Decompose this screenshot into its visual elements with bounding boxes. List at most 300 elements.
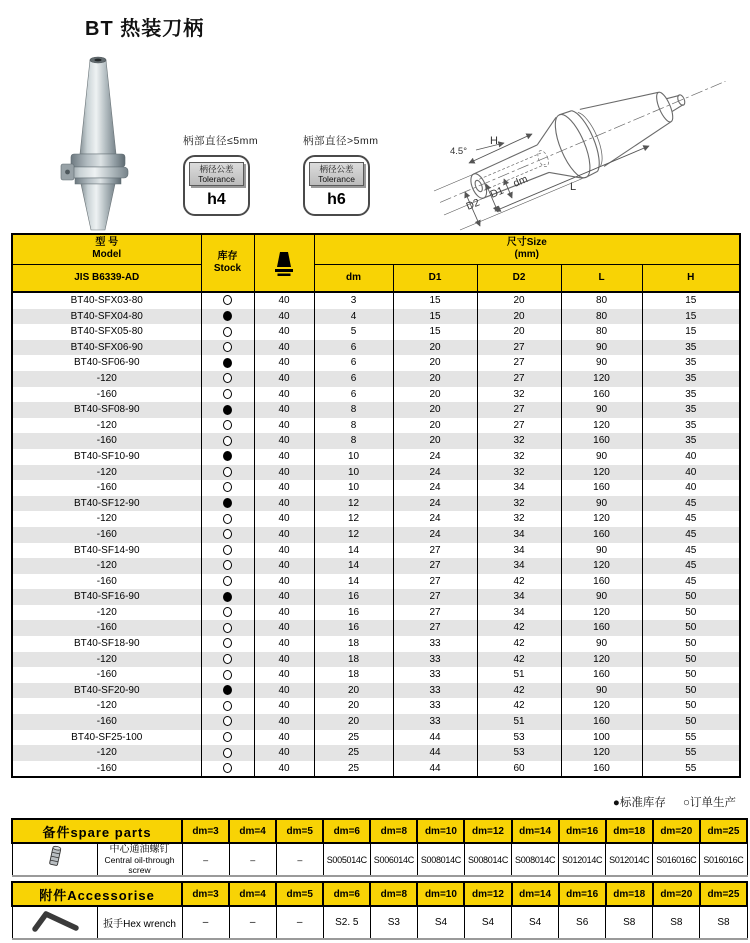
accessory-label-text: 扳手Hex wrench bbox=[103, 918, 176, 930]
accessories-header-row bbox=[12, 882, 747, 906]
value-cell: S2. 5 bbox=[323, 906, 370, 939]
stock-open-dot bbox=[223, 389, 232, 399]
taper-cell: 40 bbox=[254, 340, 314, 356]
h-cell: 55 bbox=[642, 730, 740, 746]
dm-column-header: dm=18 bbox=[606, 819, 653, 843]
d1-cell: 15 bbox=[393, 292, 477, 309]
dm-column-header: dm=12 bbox=[464, 882, 511, 906]
model-cell: -160 bbox=[12, 433, 201, 449]
dm-cell: 25 bbox=[314, 761, 393, 778]
l-cell: 160 bbox=[561, 527, 642, 543]
d2-cell: 32 bbox=[477, 387, 561, 403]
value-cell: S8 bbox=[653, 906, 700, 939]
stock-open-dot bbox=[223, 638, 232, 648]
stock-legend bbox=[0, 778, 750, 814]
taper-cell: 40 bbox=[254, 309, 314, 325]
value-cell: – bbox=[229, 906, 276, 939]
dm-cell: 10 bbox=[314, 480, 393, 496]
d1-cell: 20 bbox=[393, 402, 477, 418]
size-table-row bbox=[12, 698, 740, 714]
d1-cell: 44 bbox=[393, 730, 477, 746]
d2-cell: 42 bbox=[477, 698, 561, 714]
d2-cell: 34 bbox=[477, 558, 561, 574]
d1-cell: 33 bbox=[393, 714, 477, 730]
taper-cell: 40 bbox=[254, 698, 314, 714]
d2-cell: 42 bbox=[477, 636, 561, 652]
spare-part-label-cn: 中心通油螺钉 bbox=[109, 844, 170, 856]
value-cell: S6 bbox=[559, 906, 606, 939]
tolerance-value: h6 bbox=[327, 191, 346, 209]
toolholder-photo-graphic bbox=[42, 50, 158, 232]
h-cell: 35 bbox=[642, 433, 740, 449]
standard-header: JIS B6339-AD bbox=[12, 264, 201, 292]
oil-screw-icon bbox=[47, 845, 63, 869]
d1-cell: 33 bbox=[393, 667, 477, 683]
d1-cell: 24 bbox=[393, 480, 477, 496]
model-cell: -160 bbox=[12, 527, 201, 543]
l-cell: 120 bbox=[561, 558, 642, 574]
tolerance-badge-h6 bbox=[303, 155, 370, 216]
spare-parts-header-row bbox=[12, 819, 747, 843]
l-cell: 90 bbox=[561, 340, 642, 356]
bt-taper-icon bbox=[273, 251, 295, 277]
d1-cell: 24 bbox=[393, 449, 477, 465]
dm-cell: 12 bbox=[314, 496, 393, 512]
oil-screw-icon-cell bbox=[12, 843, 97, 876]
stock-filled-dot bbox=[223, 592, 232, 602]
dm-column-header: dm=3 bbox=[182, 819, 229, 843]
stock-filled-dot bbox=[223, 451, 232, 461]
stock-open-dot bbox=[223, 732, 232, 742]
d2-cell: 42 bbox=[477, 574, 561, 590]
d2-cell: 27 bbox=[477, 402, 561, 418]
dim-label-angle: 4.5° bbox=[450, 146, 468, 157]
d2-cell: 20 bbox=[477, 309, 561, 325]
dm-cell: 14 bbox=[314, 558, 393, 574]
h-cell: 50 bbox=[642, 589, 740, 605]
h-cell: 35 bbox=[642, 402, 740, 418]
taper-column-header bbox=[254, 234, 314, 292]
stock-open-dot bbox=[223, 529, 232, 539]
d2-cell: 32 bbox=[477, 511, 561, 527]
d2-cell: 20 bbox=[477, 324, 561, 340]
size-table-row bbox=[12, 620, 740, 636]
d1-cell: 33 bbox=[393, 636, 477, 652]
d2-cell: 32 bbox=[477, 496, 561, 512]
stock-cell bbox=[201, 387, 254, 403]
spare-parts-title: 备件spare parts bbox=[12, 819, 182, 843]
stock-cell bbox=[201, 292, 254, 309]
taper-cell: 40 bbox=[254, 543, 314, 559]
stock-cell bbox=[201, 761, 254, 778]
dm-cell: 16 bbox=[314, 605, 393, 621]
stock-open-dot bbox=[223, 763, 232, 773]
dimension-diagram bbox=[420, 48, 745, 233]
stock-open-dot bbox=[223, 670, 232, 680]
stock-cell bbox=[201, 636, 254, 652]
stock-cell bbox=[201, 745, 254, 761]
stock-cell bbox=[201, 418, 254, 434]
taper-cell: 40 bbox=[254, 667, 314, 683]
dm-cell: 16 bbox=[314, 620, 393, 636]
stock-open-dot bbox=[223, 420, 232, 430]
d1-cell: 27 bbox=[393, 620, 477, 636]
d1-cell: 15 bbox=[393, 309, 477, 325]
d2-cell: 32 bbox=[477, 433, 561, 449]
dm-column-header: dm=8 bbox=[370, 819, 417, 843]
model-cell: -120 bbox=[12, 698, 201, 714]
l-cell: 90 bbox=[561, 449, 642, 465]
size-table-row bbox=[12, 652, 740, 668]
stock-open-dot bbox=[223, 748, 232, 758]
model-cell: BT40-SFX05-80 bbox=[12, 324, 201, 340]
model-cell: -120 bbox=[12, 745, 201, 761]
stock-cell bbox=[201, 730, 254, 746]
taper-cell: 40 bbox=[254, 324, 314, 340]
size-header-unit: (mm) bbox=[514, 249, 539, 261]
model-cell: BT40-SF14-90 bbox=[12, 543, 201, 559]
taper-cell: 40 bbox=[254, 355, 314, 371]
size-table-row bbox=[12, 324, 740, 340]
stock-cell bbox=[201, 527, 254, 543]
size-table-row bbox=[12, 496, 740, 512]
stock-open-dot bbox=[223, 436, 232, 446]
value-cell: S006014C bbox=[370, 843, 417, 876]
d2-cell: 53 bbox=[477, 730, 561, 746]
dm-column-header: dm=16 bbox=[559, 819, 606, 843]
model-cell: BT40-SF06-90 bbox=[12, 355, 201, 371]
size-table-row bbox=[12, 465, 740, 481]
l-cell: 80 bbox=[561, 292, 642, 309]
value-cell: – bbox=[229, 843, 276, 876]
model-cell: BT40-SF12-90 bbox=[12, 496, 201, 512]
stock-cell bbox=[201, 714, 254, 730]
size-table-row bbox=[12, 543, 740, 559]
stock-cell bbox=[201, 589, 254, 605]
l-cell: 90 bbox=[561, 589, 642, 605]
dm-cell: 18 bbox=[314, 652, 393, 668]
stock-open-dot bbox=[223, 576, 232, 586]
size-table-row bbox=[12, 292, 740, 309]
model-cell: -120 bbox=[12, 558, 201, 574]
size-table-row bbox=[12, 418, 740, 434]
model-cell: BT40-SF08-90 bbox=[12, 402, 201, 418]
d2-cell: 27 bbox=[477, 418, 561, 434]
taper-cell: 40 bbox=[254, 620, 314, 636]
l-cell: 160 bbox=[561, 620, 642, 636]
h-cell: 35 bbox=[642, 355, 740, 371]
tolerance-tag-cn: 柄径公差 bbox=[319, 164, 354, 174]
tolerance-note-large-shank bbox=[303, 133, 423, 216]
size-table-row bbox=[12, 340, 740, 356]
l-cell: 160 bbox=[561, 387, 642, 403]
d1-cell: 27 bbox=[393, 543, 477, 559]
shank-condition-label: 柄部直径>5mm bbox=[303, 135, 379, 147]
taper-cell: 40 bbox=[254, 418, 314, 434]
stock-filled-dot bbox=[223, 405, 232, 415]
stock-open-dot bbox=[223, 701, 232, 711]
stock-filled-dot bbox=[223, 498, 232, 508]
stock-open-dot bbox=[223, 514, 232, 524]
dim-header-h: H bbox=[642, 264, 740, 292]
dm-column-header: dm=10 bbox=[417, 819, 464, 843]
tolerance-tag-en: Tolerance bbox=[198, 174, 235, 185]
taper-cell: 40 bbox=[254, 292, 314, 309]
stock-cell bbox=[201, 340, 254, 356]
d2-cell: 51 bbox=[477, 667, 561, 683]
dim-label-D2: D2 bbox=[464, 196, 482, 213]
model-cell: BT40-SF16-90 bbox=[12, 589, 201, 605]
dm-column-header: dm=5 bbox=[276, 819, 323, 843]
accessories-table bbox=[11, 881, 748, 940]
dm-cell: 18 bbox=[314, 667, 393, 683]
stock-filled-dot bbox=[223, 311, 232, 321]
l-cell: 160 bbox=[561, 761, 642, 778]
size-table-row bbox=[12, 309, 740, 325]
taper-cell: 40 bbox=[254, 433, 314, 449]
size-table-row bbox=[12, 730, 740, 746]
model-cell: -160 bbox=[12, 667, 201, 683]
h-cell: 55 bbox=[642, 745, 740, 761]
d1-cell: 20 bbox=[393, 387, 477, 403]
hex-wrench-icon-cell bbox=[12, 906, 97, 939]
model-cell: -120 bbox=[12, 605, 201, 621]
l-cell: 100 bbox=[561, 730, 642, 746]
taper-cell: 40 bbox=[254, 371, 314, 387]
tolerance-note-small-shank bbox=[183, 133, 303, 216]
stock-open-dot bbox=[223, 654, 232, 664]
dm-column-header: dm=4 bbox=[229, 882, 276, 906]
d2-cell: 60 bbox=[477, 761, 561, 778]
stock-filled-dot bbox=[223, 685, 232, 695]
stock-cell bbox=[201, 496, 254, 512]
toolholder-line-drawing bbox=[420, 48, 745, 233]
taper-cell: 40 bbox=[254, 745, 314, 761]
dm-column-header: dm=25 bbox=[700, 819, 747, 843]
h-cell: 35 bbox=[642, 418, 740, 434]
dim-label-L: L bbox=[570, 181, 577, 193]
spare-part-label bbox=[97, 843, 182, 876]
dim-header-l: L bbox=[561, 264, 642, 292]
dm-cell: 6 bbox=[314, 387, 393, 403]
value-cell: – bbox=[276, 906, 323, 939]
d2-cell: 34 bbox=[477, 605, 561, 621]
dm-column-header: dm=25 bbox=[700, 882, 747, 906]
stock-header-cn: 库存 bbox=[217, 250, 238, 262]
dm-cell: 16 bbox=[314, 589, 393, 605]
d2-cell: 34 bbox=[477, 480, 561, 496]
dm-column-header: dm=20 bbox=[653, 882, 700, 906]
page-header-section bbox=[0, 0, 750, 233]
taper-cell: 40 bbox=[254, 527, 314, 543]
dim-label-D1: D1 bbox=[488, 184, 506, 201]
dim-label-dm: dm bbox=[511, 173, 530, 190]
dm-cell: 14 bbox=[314, 574, 393, 590]
product-photo bbox=[42, 50, 158, 232]
d1-cell: 33 bbox=[393, 683, 477, 699]
dm-cell: 18 bbox=[314, 636, 393, 652]
size-header bbox=[314, 234, 740, 264]
taper-cell: 40 bbox=[254, 387, 314, 403]
model-cell: -160 bbox=[12, 714, 201, 730]
h-cell: 50 bbox=[642, 652, 740, 668]
stock-header-en: Stock bbox=[213, 263, 242, 274]
h-cell: 50 bbox=[642, 714, 740, 730]
d2-cell: 51 bbox=[477, 714, 561, 730]
value-cell: S012014C bbox=[606, 843, 653, 876]
taper-cell: 40 bbox=[254, 589, 314, 605]
stock-open-dot bbox=[223, 467, 232, 477]
taper-cell: 40 bbox=[254, 714, 314, 730]
model-header bbox=[12, 234, 201, 264]
size-table-row bbox=[12, 402, 740, 418]
stock-cell bbox=[201, 480, 254, 496]
value-cell: – bbox=[182, 843, 229, 876]
h-cell: 45 bbox=[642, 511, 740, 527]
h-cell: 55 bbox=[642, 761, 740, 778]
h-cell: 50 bbox=[642, 683, 740, 699]
dm-cell: 25 bbox=[314, 745, 393, 761]
h-cell: 45 bbox=[642, 496, 740, 512]
dm-cell: 6 bbox=[314, 340, 393, 356]
dm-cell: 20 bbox=[314, 698, 393, 714]
taper-cell: 40 bbox=[254, 402, 314, 418]
l-cell: 160 bbox=[561, 433, 642, 449]
tolerance-tag-en: Tolerance bbox=[318, 174, 355, 185]
d2-cell: 32 bbox=[477, 465, 561, 481]
model-cell: -120 bbox=[12, 652, 201, 668]
stock-cell bbox=[201, 324, 254, 340]
model-cell: -120 bbox=[12, 465, 201, 481]
l-cell: 120 bbox=[561, 698, 642, 714]
d1-cell: 24 bbox=[393, 511, 477, 527]
dim-header-d1: D1 bbox=[393, 264, 477, 292]
model-cell: -160 bbox=[12, 387, 201, 403]
l-cell: 90 bbox=[561, 543, 642, 559]
taper-cell: 40 bbox=[254, 605, 314, 621]
h-cell: 50 bbox=[642, 620, 740, 636]
stock-open-dot bbox=[223, 295, 232, 305]
d1-cell: 44 bbox=[393, 761, 477, 778]
stock-cell bbox=[201, 371, 254, 387]
stock-cell bbox=[201, 449, 254, 465]
dim-header-d2: D2 bbox=[477, 264, 561, 292]
taper-cell: 40 bbox=[254, 511, 314, 527]
stock-header bbox=[201, 234, 254, 292]
h-cell: 15 bbox=[642, 309, 740, 325]
d2-cell: 34 bbox=[477, 527, 561, 543]
model-cell: BT40-SFX06-90 bbox=[12, 340, 201, 356]
taper-cell: 40 bbox=[254, 730, 314, 746]
dm-column-header: dm=3 bbox=[182, 882, 229, 906]
dm-column-header: dm=20 bbox=[653, 819, 700, 843]
d1-cell: 20 bbox=[393, 433, 477, 449]
d1-cell: 27 bbox=[393, 574, 477, 590]
size-header-label: 尺寸Size bbox=[506, 236, 547, 248]
size-table-row bbox=[12, 574, 740, 590]
d1-cell: 33 bbox=[393, 652, 477, 668]
size-table-row bbox=[12, 667, 740, 683]
l-cell: 80 bbox=[561, 309, 642, 325]
d2-cell: 27 bbox=[477, 340, 561, 356]
size-table-row bbox=[12, 558, 740, 574]
dm-cell: 10 bbox=[314, 465, 393, 481]
h-cell: 35 bbox=[642, 371, 740, 387]
size-table-row bbox=[12, 355, 740, 371]
model-cell: BT40-SFX03-80 bbox=[12, 292, 201, 309]
dm-column-header: dm=18 bbox=[606, 882, 653, 906]
size-table bbox=[11, 233, 741, 778]
stock-open-dot bbox=[223, 342, 232, 352]
size-table-row bbox=[12, 480, 740, 496]
dm-cell: 12 bbox=[314, 511, 393, 527]
stock-open-dot bbox=[223, 545, 232, 555]
value-cell: S008014C bbox=[512, 843, 559, 876]
dm-column-header: dm=6 bbox=[323, 819, 370, 843]
value-cell: S008014C bbox=[417, 843, 464, 876]
spare-part-label-en: Central oil-through screw bbox=[104, 854, 175, 875]
stock-cell bbox=[201, 465, 254, 481]
stock-open-dot bbox=[223, 560, 232, 570]
dm-cell: 5 bbox=[314, 324, 393, 340]
stock-open-dot bbox=[223, 623, 232, 633]
dm-cell: 4 bbox=[314, 309, 393, 325]
d2-cell: 42 bbox=[477, 683, 561, 699]
d1-cell: 27 bbox=[393, 558, 477, 574]
d1-cell: 20 bbox=[393, 371, 477, 387]
accessory-label bbox=[97, 906, 182, 939]
dm-cell: 8 bbox=[314, 402, 393, 418]
stock-cell bbox=[201, 309, 254, 325]
dm-cell: 25 bbox=[314, 730, 393, 746]
l-cell: 160 bbox=[561, 480, 642, 496]
dm-cell: 10 bbox=[314, 449, 393, 465]
l-cell: 90 bbox=[561, 636, 642, 652]
dm-column-header: dm=12 bbox=[464, 819, 511, 843]
dim-label-H: H bbox=[490, 135, 498, 147]
d1-cell: 33 bbox=[393, 698, 477, 714]
size-table-row bbox=[12, 387, 740, 403]
dm-column-header: dm=14 bbox=[512, 882, 559, 906]
stock-open-dot bbox=[223, 482, 232, 492]
l-cell: 120 bbox=[561, 745, 642, 761]
h-cell: 50 bbox=[642, 667, 740, 683]
h-cell: 40 bbox=[642, 465, 740, 481]
model-cell: BT40-SF20-90 bbox=[12, 683, 201, 699]
l-cell: 90 bbox=[561, 402, 642, 418]
model-cell: BT40-SF10-90 bbox=[12, 449, 201, 465]
shank-condition-label: 柄部直径≤5mm bbox=[183, 135, 259, 147]
size-table-row bbox=[12, 589, 740, 605]
dm-cell: 20 bbox=[314, 683, 393, 699]
spare-parts-data-row bbox=[12, 843, 747, 876]
stock-open-dot bbox=[223, 716, 232, 726]
dm-column-header: dm=4 bbox=[229, 819, 276, 843]
l-cell: 90 bbox=[561, 355, 642, 371]
dm-column-header: dm=10 bbox=[417, 882, 464, 906]
value-cell: S012014C bbox=[559, 843, 606, 876]
value-cell: S016016C bbox=[653, 843, 700, 876]
d2-cell: 32 bbox=[477, 449, 561, 465]
taper-cell: 40 bbox=[254, 683, 314, 699]
h-cell: 35 bbox=[642, 387, 740, 403]
l-cell: 90 bbox=[561, 683, 642, 699]
l-cell: 120 bbox=[561, 418, 642, 434]
tolerance-value: h4 bbox=[207, 191, 226, 209]
d1-cell: 24 bbox=[393, 527, 477, 543]
stock-cell bbox=[201, 698, 254, 714]
d1-cell: 20 bbox=[393, 418, 477, 434]
